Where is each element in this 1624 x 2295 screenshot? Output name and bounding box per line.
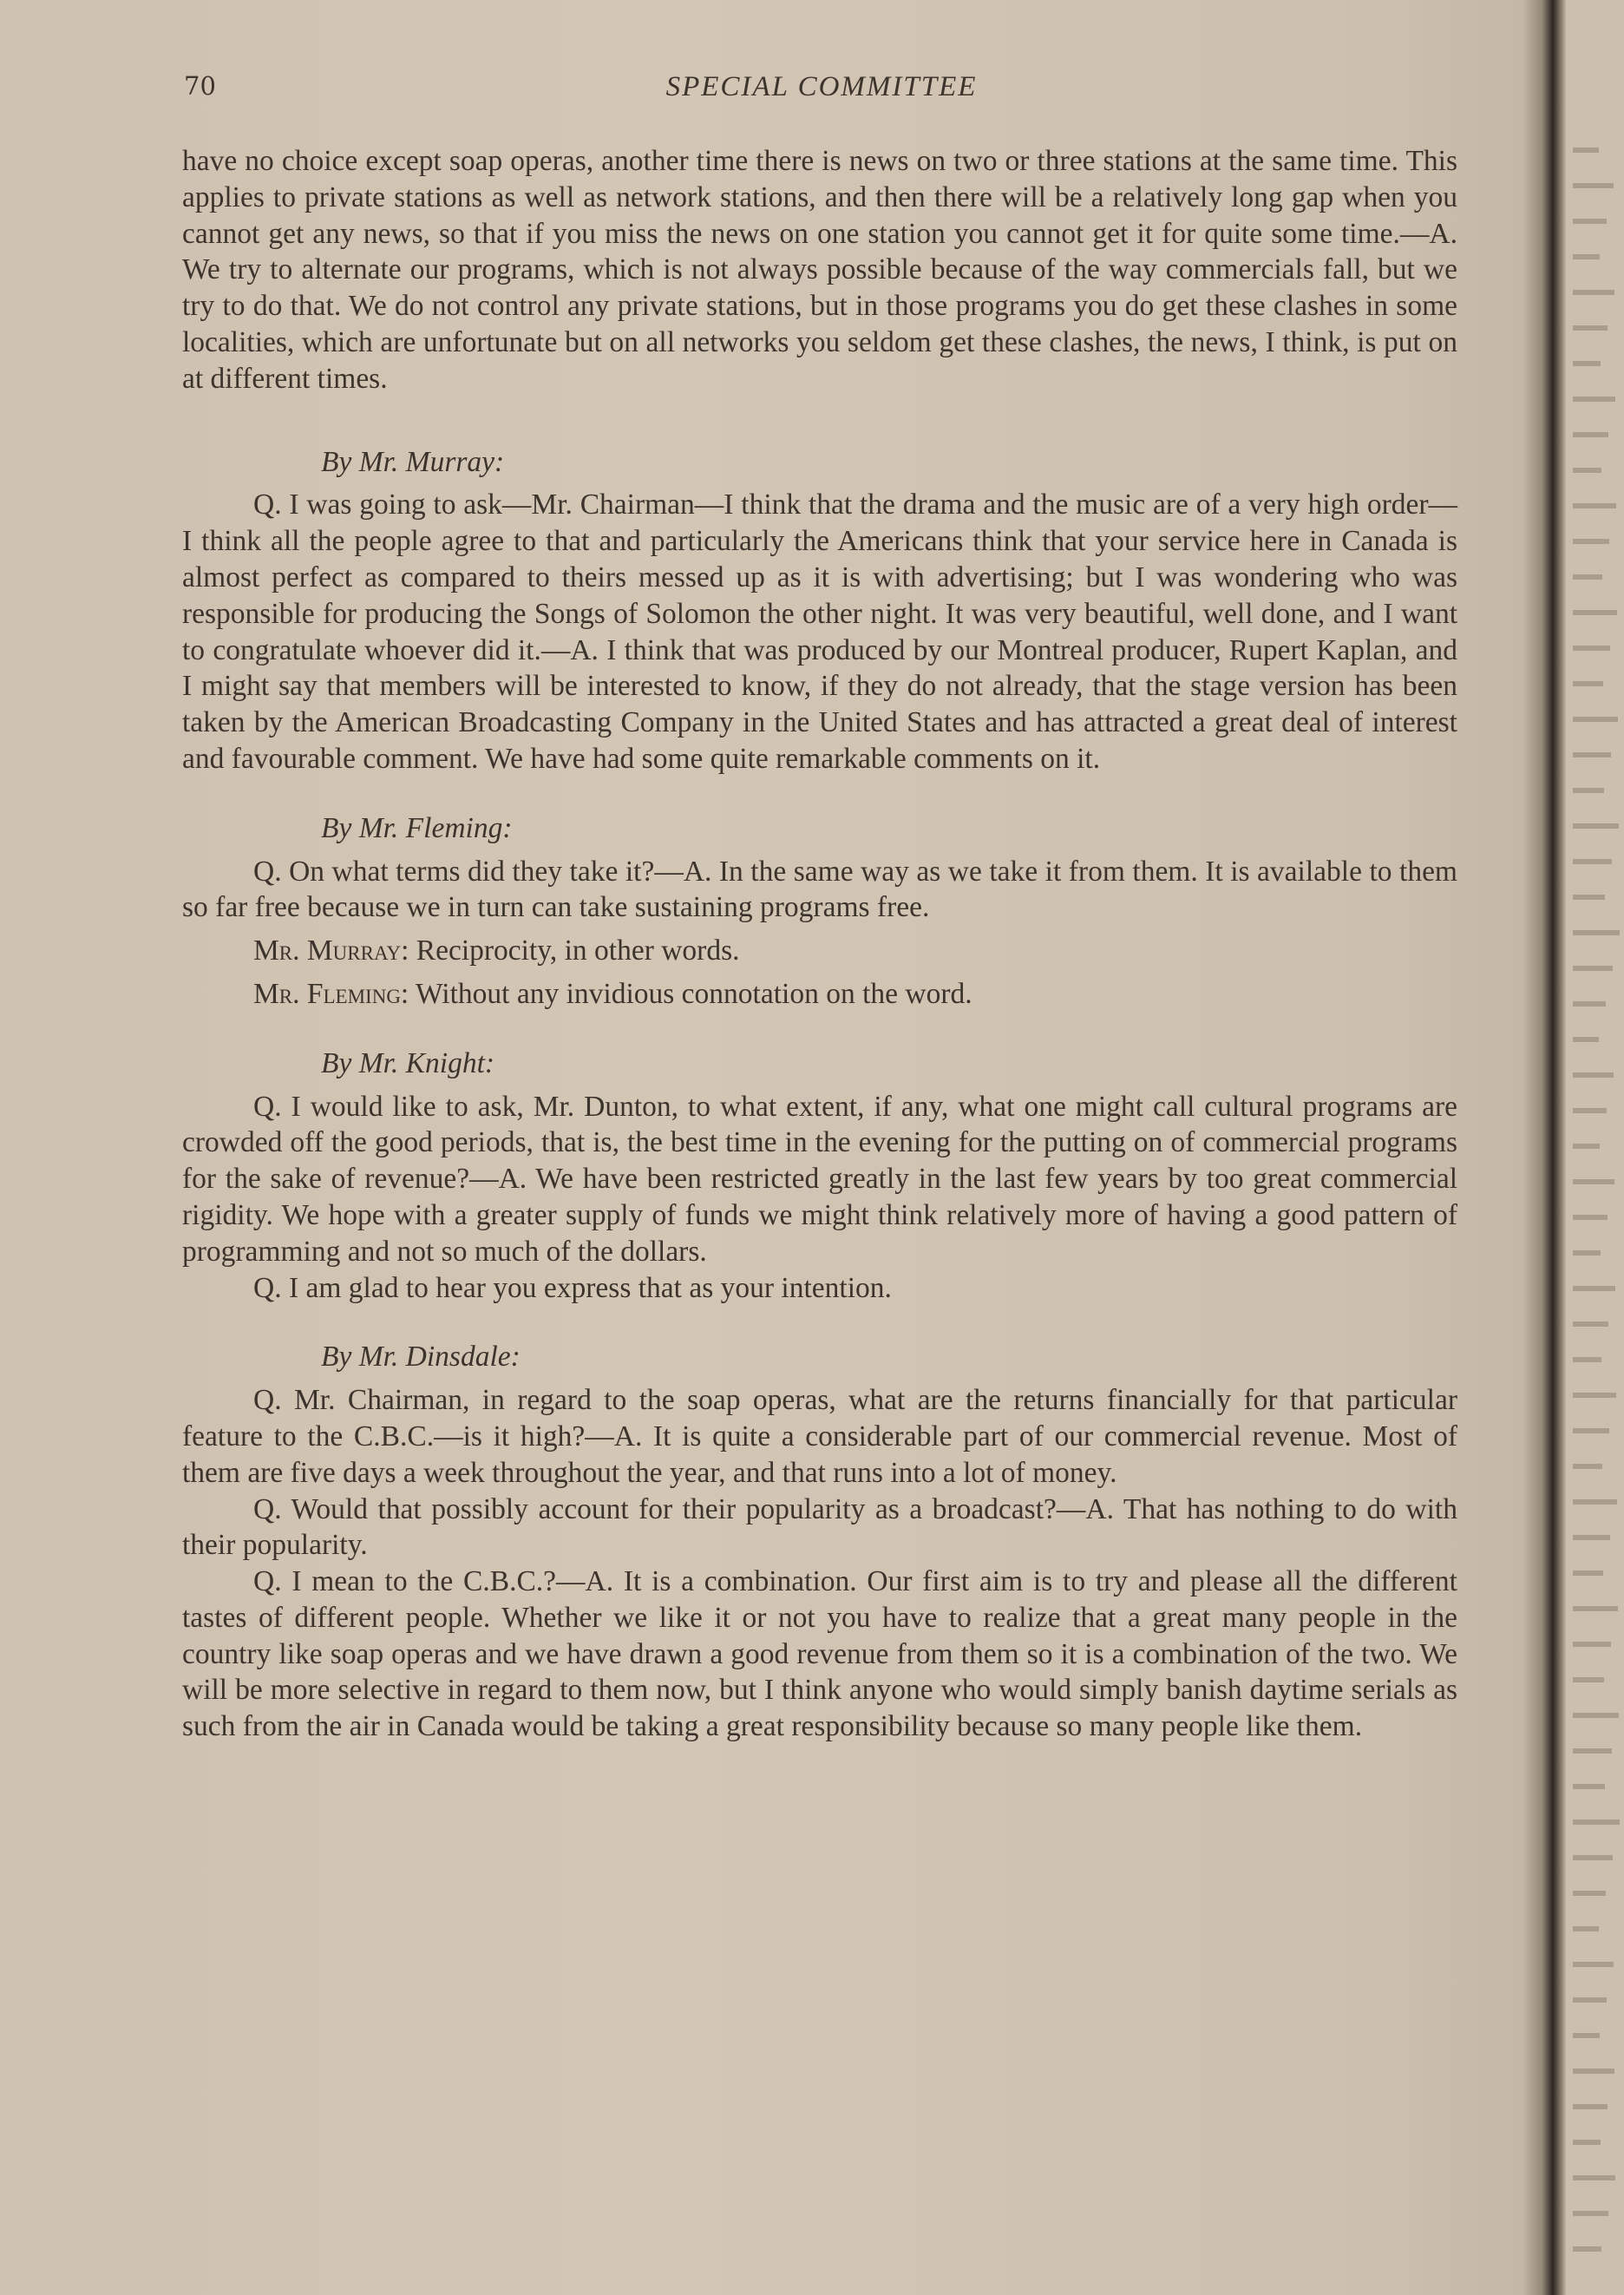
facing-page-text-trace (1573, 397, 1615, 402)
facing-page-text-trace (1573, 823, 1619, 829)
facing-page-text-trace (1573, 574, 1602, 580)
facing-page-text-trace (1573, 681, 1603, 686)
facing-page-text-trace (1573, 1535, 1610, 1540)
facing-page-text-trace (1573, 1144, 1600, 1149)
facing-page-text-trace (1573, 1855, 1613, 1860)
facing-page-text-trace (1573, 1748, 1612, 1754)
facing-page-text-trace (1573, 539, 1609, 544)
fleming-remark (182, 976, 1457, 1013)
facing-page-text-trace (1573, 1001, 1606, 1007)
facing-page-text-trace (1573, 1677, 1604, 1682)
knight-question: Q. I would like to ask, Mr. Dunton, to what extent, if any, what one might call cultural programs are crowded off the good periods, that is, the best time in the evening for the putting on of commercial programs for the sake of revenue?—A. We have been restricted greatly in the last few years by too great commercial rigidity. We hope with a greater supply of funds we might think relatively more of having a good pattern of programming and not so much of the dollars. (182, 1090, 1457, 1268)
facing-page-text-trace (1573, 254, 1600, 259)
facing-page-text-trace (1573, 859, 1612, 864)
facing-page-text-trace (1573, 1784, 1605, 1789)
facing-page-text-trace (1573, 432, 1608, 437)
facing-page-text-trace (1573, 717, 1618, 722)
facing-page-text-trace (1573, 2211, 1608, 2216)
facing-page-text-trace (1573, 1321, 1608, 1327)
facing-page-text-trace (1573, 503, 1616, 508)
facing-page-text-trace (1573, 1286, 1615, 1291)
fleming-question: Q. On what terms did they take it?—A. In the same way as we take it from them. It is available to them so far free because we in turn can take sustaining programs free. (182, 855, 1457, 924)
page-number: 70 (184, 71, 216, 101)
speaker-name-fleming: Mr. Fleming: (253, 977, 409, 1010)
facing-page-text-trace (1573, 2175, 1615, 2180)
facing-page-text-trace (1573, 2140, 1601, 2145)
opening-paragraph: have no choice except soap operas, another time there is news on two or three stations at the same time. This applies to private stations as well as network stations, and then there will be a relatively long gap when you cannot get any news, so that if you miss the news on one station you cannot get it for quite some time.—A. We try to alternate our programs, which is not always possible because of the way commercials fall, but we try to do that. We do not control any private stations, but in those programs you do get these clashes in some localities, which are unfortunate but on all networks you seldom get these clashes, the news, I think, is put on at different times. (182, 145, 1457, 395)
facing-page-text-trace (1573, 610, 1617, 615)
facing-page-text-trace (1573, 1250, 1601, 1256)
facing-page-text-trace (1573, 290, 1614, 295)
facing-page-text-trace (1573, 1215, 1608, 1220)
page-body (182, 143, 1457, 1745)
speaker-name-murray: Mr. Murray: (253, 934, 409, 967)
facing-page-text-trace (1573, 1428, 1609, 1433)
book-gutter (1522, 0, 1566, 2295)
facing-page-text-trace (1573, 788, 1604, 793)
facing-page-text-trace (1573, 2033, 1600, 2038)
facing-page-text-trace (1573, 1393, 1616, 1398)
facing-page-text-trace (1573, 183, 1614, 188)
dinsdale-question-3: Q. I mean to the C.B.C.?—A. It is a combination. Our first aim is to try and please all the different tastes of different people. Whether we like it or not you have to realize that a great many people in the country like soap operas and we have drawn a good revenue from them so it is a combination of the two. We will be more selective in regard to them now, but I think anyone who would simply banish daytime serials as such from the air in Canada would be taking a great responsibility because so many people like them. (182, 1565, 1457, 1743)
facing-page-text-trace (1573, 2069, 1614, 2074)
facing-page-text-trace (1573, 1357, 1601, 1362)
facing-page-text-trace (1573, 1072, 1614, 1078)
facing-page-text-trace (1573, 1499, 1617, 1505)
facing-page-text-trace (1573, 2246, 1601, 2252)
facing-page-text-trace (1573, 1891, 1606, 1896)
running-head: SPECIAL COMMITTEE (665, 71, 978, 102)
facing-page-edge (1566, 0, 1624, 2295)
facing-page-text-trace (1573, 1464, 1602, 1469)
murray-remark-text: Reciprocity, in other words. (416, 934, 740, 967)
murray-question: Q. I was going to ask—Mr. Chairman—I think that the drama and the music are of a very high order—I think all the people agree to that and particularly the Americans think that your service here in Canada is almost perfect as compared to theirs messed up as it is with advertising; but I was wondering who was responsible for producing the Songs of Solomon the other night. It was very beautiful, well done, and I want to congratulate whoever did it.—A. I think that was produced by our Montreal producer, Rupert Kaplan, and I might say that members will be interested to know, if they do not already, that the stage version has been taken by the American Broadcasting Company in the United States and has attracted a great deal of interest and favourable comment. We have had some quite remarkable comments on it. (182, 489, 1457, 775)
facing-page-text-trace (1573, 752, 1611, 757)
facing-page-text-trace (1573, 468, 1601, 473)
murray-remark (182, 933, 1457, 969)
knight-followup: Q. I am glad to hear you express that as your intention. (253, 1271, 892, 1304)
facing-page-text-trace (1573, 1997, 1607, 2003)
fleming-remark-text: Without any invidious connotation on the word. (416, 977, 972, 1010)
facing-page-text-trace (1573, 1570, 1603, 1576)
facing-page-text-trace (1573, 1926, 1599, 1931)
speaker-heading-dinsdale: By Mr. Dinsdale: (321, 1341, 521, 1374)
facing-page-text-trace (1573, 966, 1613, 971)
facing-page-text-trace (1573, 1962, 1614, 1967)
facing-page-text-trace (1573, 325, 1608, 331)
facing-page-text-trace (1573, 219, 1607, 224)
facing-page-text-trace (1573, 1037, 1599, 1042)
dinsdale-question-2: Q. Would that possibly account for their popularity as a broadcast?—A. That has nothing to do with their popularity. (182, 1492, 1457, 1562)
speaker-heading-knight: By Mr. Knight: (321, 1046, 495, 1079)
facing-page-text-trace (1573, 895, 1605, 900)
facing-page-text-trace (1573, 646, 1610, 651)
page-header (184, 71, 1459, 109)
facing-page-text-trace (1573, 1108, 1607, 1113)
facing-page-text-trace (1573, 2104, 1608, 2109)
facing-page-text-trace (1573, 361, 1601, 366)
dinsdale-question-1: Q. Mr. Chairman, in regard to the soap operas, what are the returns financially for that particular feature to the C.B.C.—is it high?—A. It is quite a considerable part of our commercial revenue. Most of them are five days a week throughout the year, and that runs into a lot of money. (182, 1384, 1457, 1489)
speaker-heading-murray: By Mr. Murray: (321, 445, 505, 478)
facing-page-text-trace (1573, 148, 1599, 153)
facing-page-text-trace (1573, 930, 1620, 935)
speaker-heading-fleming: By Mr. Fleming: (321, 811, 513, 844)
facing-page-text-trace (1573, 1820, 1620, 1825)
facing-page-text-trace (1573, 1179, 1614, 1184)
facing-page-text-trace (1573, 1713, 1619, 1718)
facing-page-text-trace (1573, 1642, 1611, 1647)
facing-page-text-trace (1573, 1606, 1618, 1611)
